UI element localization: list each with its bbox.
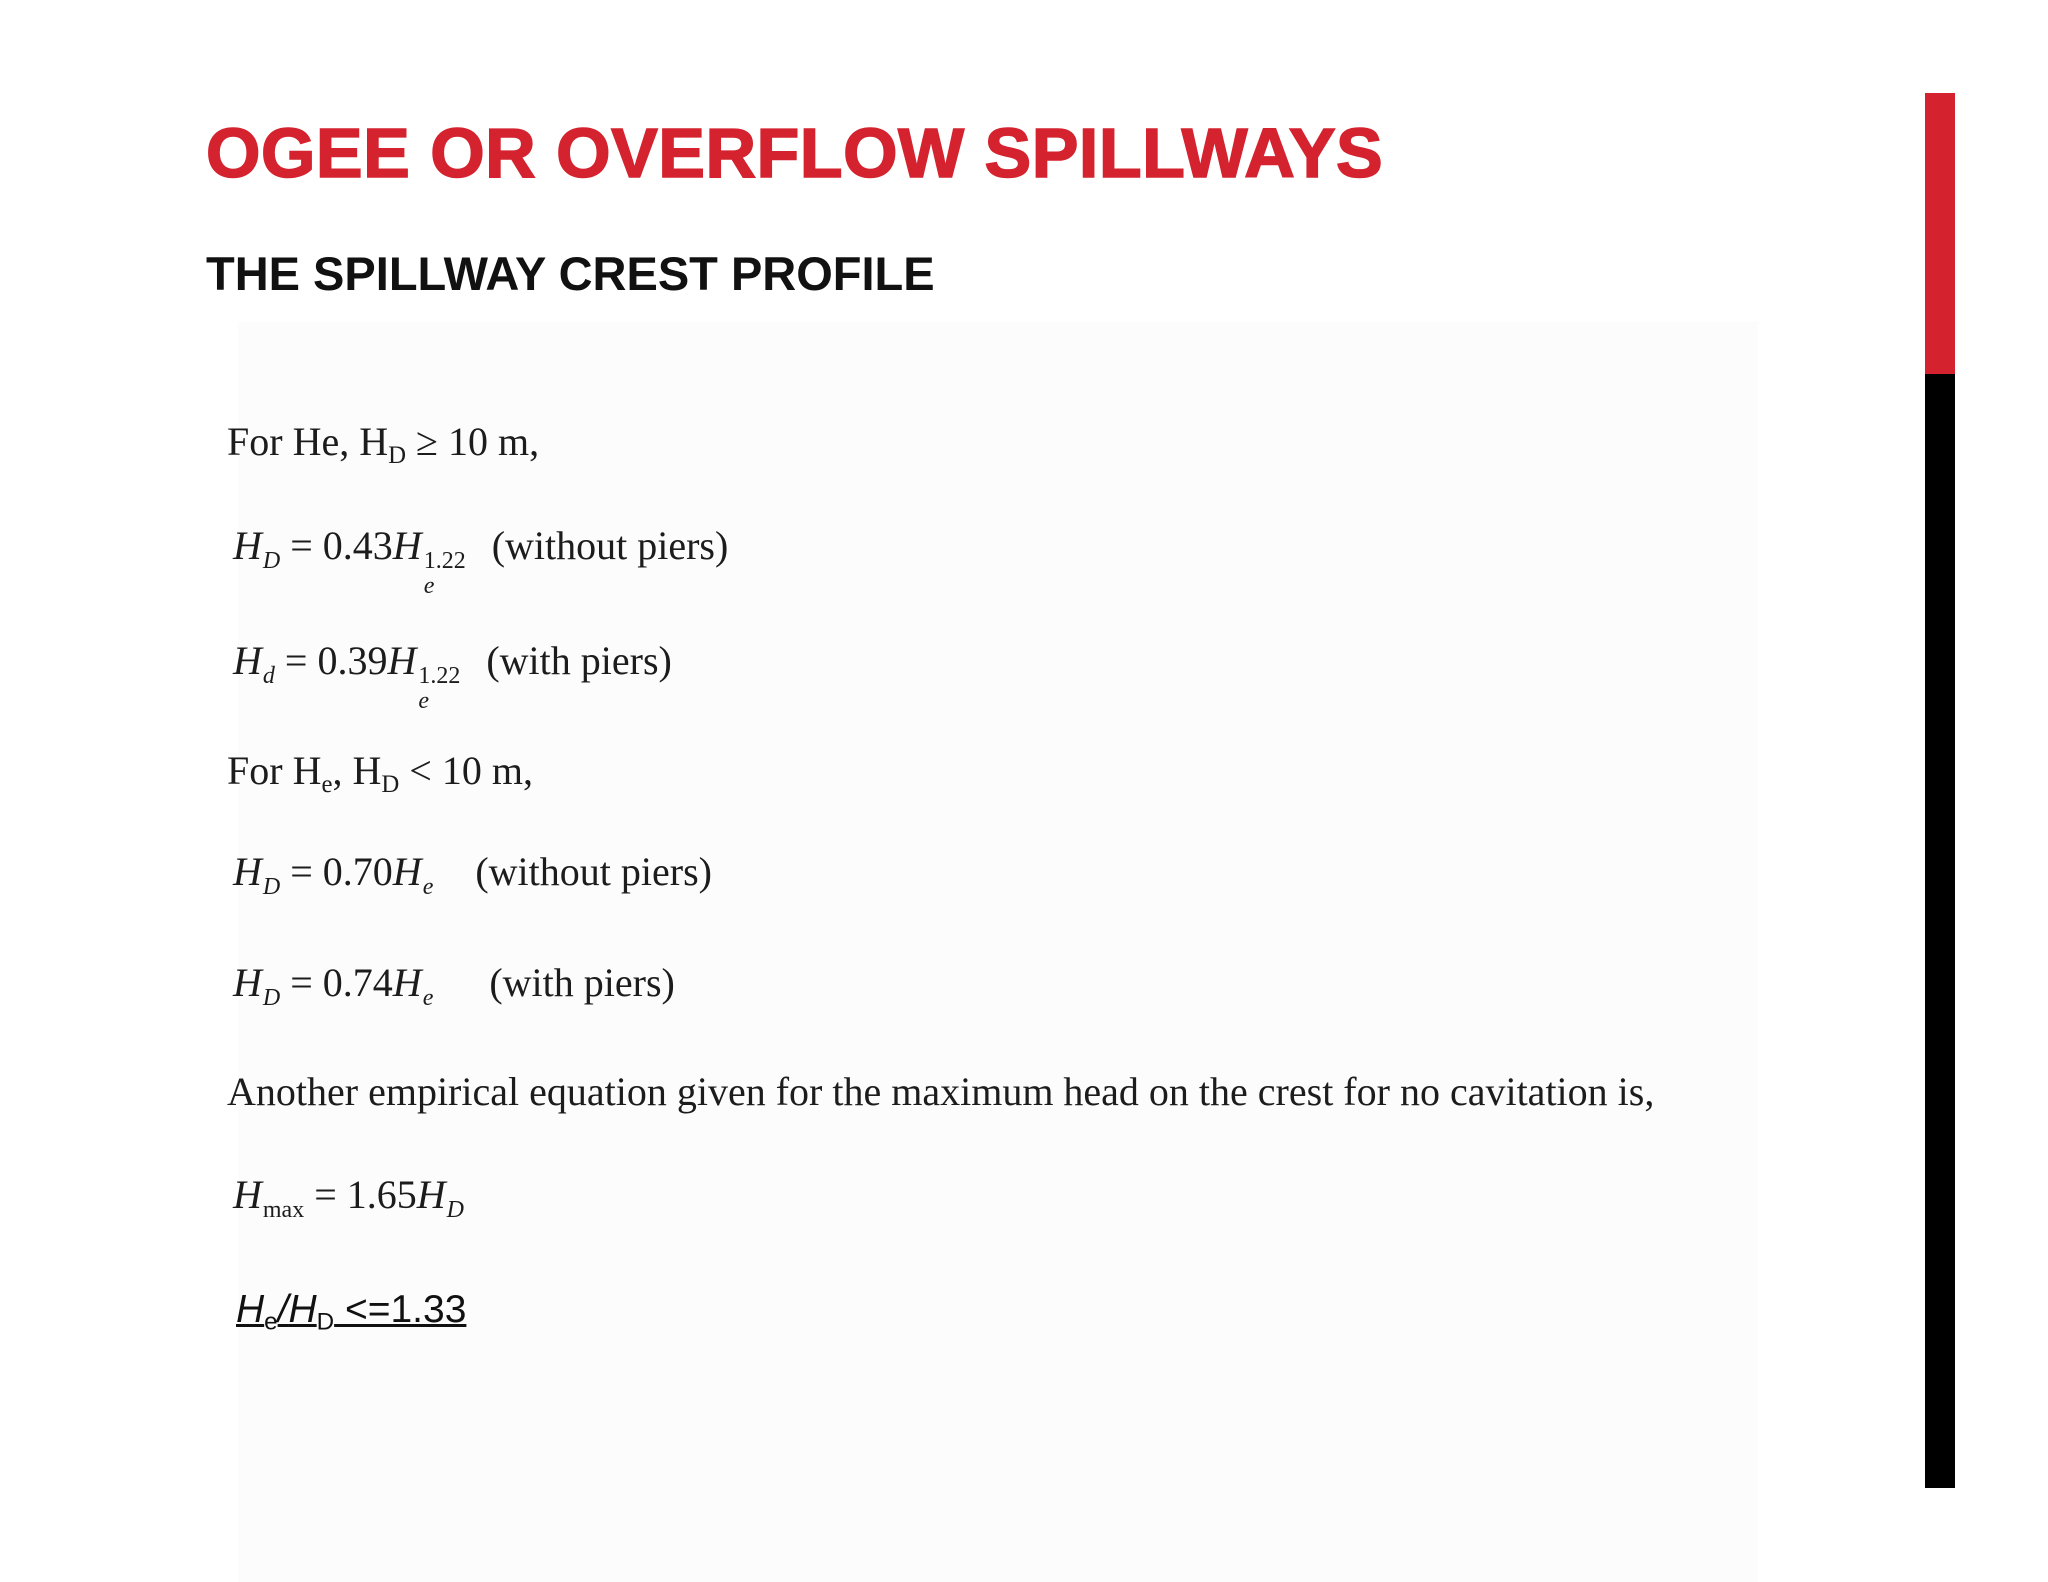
empirical-equation-note: Another empirical equation given for the maximum head on the crest for no cavitation is,	[227, 1069, 1655, 1114]
equation-hd-without-piers-large: $H_D = 0.43H$ 1.22 e (without piers)	[233, 523, 729, 600]
accent-side-bar	[1925, 93, 1955, 1488]
condition-small-head: For $H_e$, $H_D < 10$ m,	[227, 748, 533, 798]
formula-image-panel	[238, 322, 1758, 1582]
condition-large-head: For He, $H_D \ge 10$ m,	[227, 419, 540, 469]
equation-hd-with-piers-small: $H_D = 0.74H_e$ (with piers)	[233, 960, 675, 1012]
slide-subtitle: THE SPILLWAY CREST PROFILE	[206, 247, 935, 300]
slide-title: OGEE OR OVERFLOW SPILLWAYS	[206, 114, 1384, 192]
equation-hmax: $H_{max} = 1.65H_D$	[233, 1172, 465, 1224]
accent-bar-red-segment	[1925, 93, 1955, 374]
equation-hd-with-piers-large: $H_d = 0.39H$ 1.22 e (with piers)	[233, 638, 672, 715]
accent-bar-black-segment	[1925, 374, 1955, 1488]
equation-hd-without-piers-small: $H_D = 0.70H_e$ (without piers)	[233, 849, 712, 901]
head-ratio-limit: $H_e/H_D <=1.33$	[236, 1288, 467, 1336]
